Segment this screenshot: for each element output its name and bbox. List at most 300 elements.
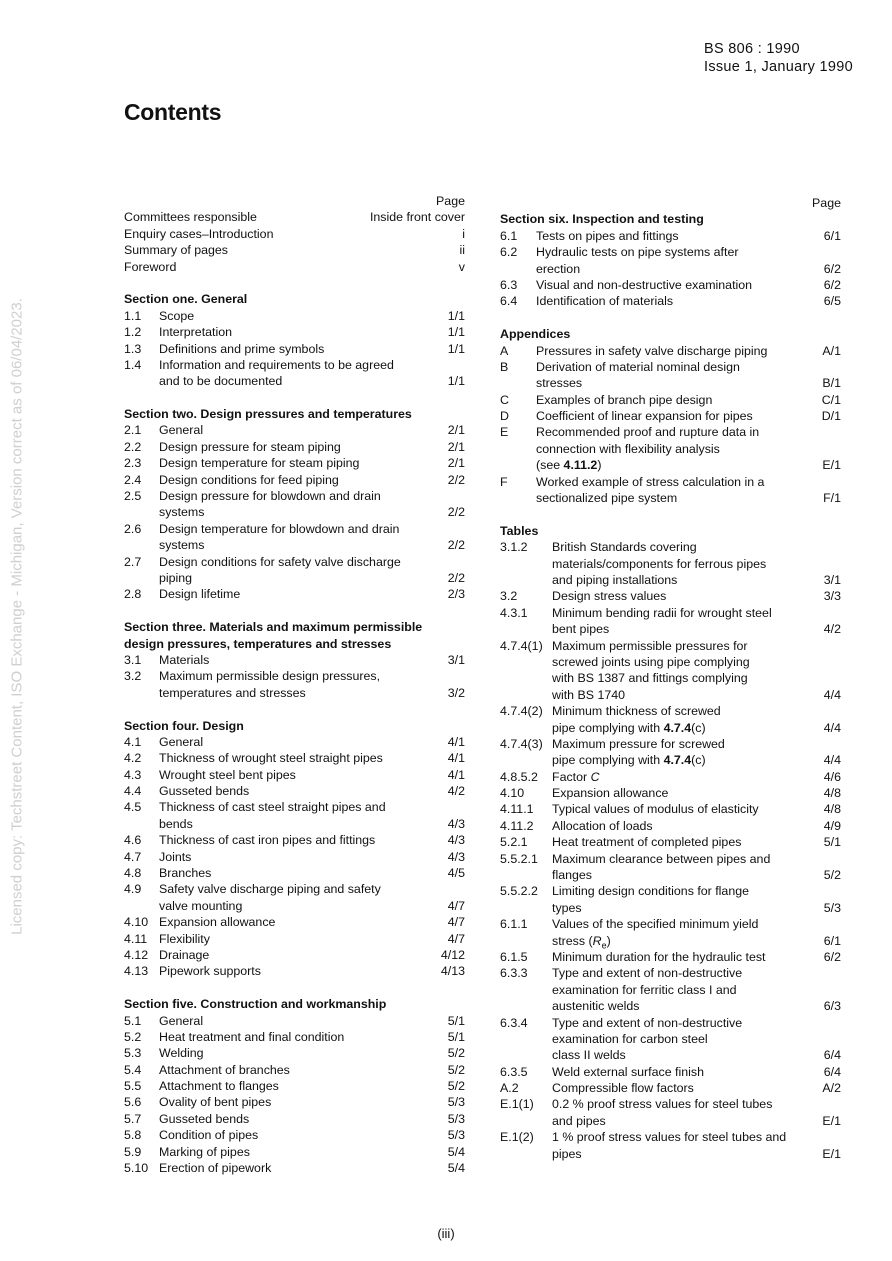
entry-page: 4/7 — [447, 915, 465, 930]
entry-number: 4.11 — [124, 931, 148, 946]
entry-title: Hydraulic tests on pipe systems after — [536, 245, 739, 260]
entry-title: Materials — [159, 652, 210, 667]
entry-title: and to be documented — [159, 374, 283, 389]
entry-number: 2.7 — [124, 554, 142, 569]
entry-number: 5.4 — [124, 1062, 142, 1077]
toc-entry — [500, 752, 841, 768]
entry-number: 5.3 — [124, 1046, 142, 1061]
contents-left-column — [124, 193, 465, 1176]
entry-page: 4/8 — [823, 786, 841, 801]
entry-page: 4/6 — [823, 769, 841, 784]
entry-title: bent pipes — [552, 622, 610, 637]
entry-number: A.2 — [500, 1081, 519, 1096]
entry-clause-ref: 4.7.4 — [663, 753, 692, 768]
entry-page: 1/1 — [447, 341, 465, 356]
toc-entry — [500, 1015, 841, 1031]
entry-page: 3/3 — [823, 589, 841, 604]
entry-page: 1/1 — [447, 374, 465, 389]
entry-page: 5/4 — [447, 1161, 465, 1176]
entry-title: erection — [536, 261, 581, 276]
entry-number: 6.3.4 — [500, 1015, 528, 1030]
tables-heading: Tables — [500, 523, 539, 538]
entry-page: 4/2 — [447, 784, 465, 799]
toc-entry — [124, 865, 465, 881]
entry-title: Design temperature for blowdown and drain — [159, 521, 400, 536]
entry-symbol: R — [592, 933, 602, 948]
entry-number: 3.2 — [124, 669, 142, 684]
toc-entry — [124, 537, 465, 553]
entry-number: 1.3 — [124, 341, 142, 356]
license-watermark: Licensed copy: Techstreet Content, ISO Exchange - Michigan, Version correct as of 06/04/2023. — [8, 298, 26, 935]
entry-subscript: e — [601, 940, 607, 951]
entry-title: Ovality of bent pipes — [159, 1095, 272, 1110]
entry-number: 4.3 — [124, 767, 142, 782]
entry-title: materials/components for ferrous pipes — [552, 556, 767, 571]
toc-entry — [124, 1160, 465, 1176]
toc-entry — [124, 209, 465, 225]
entry-title: with BS 1740 — [552, 687, 626, 702]
entry-page: B/1 — [822, 376, 841, 391]
toc-entry — [500, 1146, 841, 1162]
toc-entry — [124, 652, 465, 668]
toc-entry — [500, 769, 841, 785]
toc-entry — [124, 1029, 465, 1045]
toc-entry — [124, 816, 465, 832]
entry-page: 2/1 — [447, 423, 465, 438]
entry-title: Gusseted bends — [159, 1111, 250, 1126]
entry-page: 6/4 — [823, 1048, 841, 1063]
entry-page: F/1 — [823, 491, 841, 506]
toc-entry — [124, 242, 465, 258]
toc-entry — [124, 455, 465, 471]
entry-page: 5/2 — [447, 1079, 465, 1094]
contents-right-column — [500, 195, 841, 1162]
entry-number: 6.1.5 — [500, 949, 528, 964]
entry-number: C — [500, 392, 509, 407]
entry-title: class II welds — [552, 1048, 626, 1063]
entry-title: Worked example of stress calculation in a — [536, 474, 765, 489]
entry-title: examination for ferritic class I and — [552, 982, 737, 997]
entry-number: 2.8 — [124, 587, 142, 602]
entry-title: Limiting design conditions for flange — [552, 884, 749, 899]
entry-title: General — [159, 423, 204, 438]
toc-entry — [124, 947, 465, 963]
entry-number: 4.7.4(1) — [500, 638, 543, 653]
toc-entry — [124, 259, 465, 275]
entry-number: 4.8 — [124, 866, 142, 881]
toc-entry — [500, 834, 841, 850]
entry-title: Identification of materials — [536, 294, 674, 309]
toc-entry — [500, 244, 841, 260]
entry-page: 4/1 — [447, 751, 465, 766]
toc-entry — [124, 472, 465, 488]
entry-number: 6.1 — [500, 228, 518, 243]
toc-entry — [500, 1080, 841, 1096]
entry-title: Information and requirements to be agreed — [159, 357, 394, 372]
page-column-heading: Page — [812, 196, 841, 210]
toc-entry — [500, 474, 841, 490]
entry-title: Minimum thickness of screwed — [552, 704, 721, 719]
entry-number: 2.3 — [124, 456, 142, 471]
entry-title: Scope — [159, 308, 195, 323]
toc-entry — [500, 392, 841, 408]
section-heading: Section two. Design pressures and temperatures — [124, 407, 412, 422]
entry-page: 2/2 — [447, 472, 465, 487]
entry-page: ii — [459, 243, 465, 258]
entry-title: (see 4.11.2) — [536, 458, 602, 473]
spacer — [124, 603, 465, 619]
entry-page: i — [462, 226, 465, 241]
entry-page: 3/1 — [823, 572, 841, 587]
toc-entry — [124, 799, 465, 815]
entry-title: sectionalized pipe system — [536, 491, 678, 506]
toc-entry — [500, 441, 841, 457]
entry-number: F — [500, 474, 508, 489]
entry-number: 2.4 — [124, 472, 142, 487]
entry-page: C/1 — [821, 392, 841, 407]
entry-page: 2/2 — [447, 570, 465, 585]
entry-title: screwed joints using pipe complying — [552, 654, 750, 669]
entry-page: 6/1 — [823, 228, 841, 243]
entry-title: systems — [159, 538, 205, 553]
toc-entry — [124, 488, 465, 504]
entry-title: Attachment to flanges — [159, 1079, 279, 1094]
entry-number: 5.10 — [124, 1161, 149, 1176]
entry-number: 4.10 — [500, 786, 525, 801]
entry-page: 4/4 — [823, 720, 841, 735]
section-list — [500, 211, 841, 1162]
entry-page: A/2 — [822, 1081, 841, 1096]
issue-date: Issue 1, January 1990 — [704, 59, 853, 75]
toc-entry — [124, 1111, 465, 1127]
toc-entry — [500, 408, 841, 424]
toc-entry — [124, 1127, 465, 1143]
entry-title: Pressures in safety valve discharge piping — [536, 343, 768, 358]
entry-page: 5/2 — [447, 1062, 465, 1077]
spacer — [500, 506, 841, 522]
entry-title: Type and extent of non-destructive — [552, 1015, 743, 1030]
toc-entry — [124, 963, 465, 979]
entry-page: E/1 — [822, 1113, 841, 1128]
toc-entry — [124, 521, 465, 537]
entry-title: Expansion allowance — [552, 786, 669, 801]
toc-entry — [124, 1045, 465, 1061]
entry-number: E — [500, 425, 509, 440]
toc-entry — [124, 685, 465, 701]
toc-entry — [500, 818, 841, 834]
entry-page: 2/1 — [447, 439, 465, 454]
entry-number: 6.3.3 — [500, 966, 528, 981]
entry-number: 6.4 — [500, 294, 518, 309]
section-heading: Section one. General — [124, 292, 248, 307]
front-matter-list — [124, 209, 465, 275]
entry-page: 6/1 — [823, 933, 841, 948]
entry-title: Enquiry cases–Introduction — [124, 226, 274, 241]
entry-title: Examples of branch pipe design — [536, 392, 713, 407]
entry-page: 3/1 — [447, 652, 465, 667]
entry-title: Interpretation — [159, 325, 233, 340]
entry-title: Safety valve discharge piping and safety — [159, 882, 381, 897]
entry-page: 5/3 — [447, 1111, 465, 1126]
entry-page: 4/9 — [823, 818, 841, 833]
entry-title: Marking of pipes — [159, 1144, 250, 1159]
section-heading: Section three. Materials and maximum permissible — [124, 620, 423, 635]
entry-number: 4.12 — [124, 947, 149, 962]
entry-page: 4/1 — [447, 767, 465, 782]
toc-entry — [500, 359, 841, 375]
entry-symbol: C — [590, 769, 600, 784]
entry-number: 4.2 — [124, 751, 142, 766]
entry-page: 2/3 — [447, 587, 465, 602]
section-heading: Section five. Construction and workmanship — [124, 997, 387, 1012]
entry-title: pipe complying with 4.7.4(c) — [552, 753, 706, 768]
entry-number: 5.2 — [124, 1029, 142, 1044]
entry-number: D — [500, 409, 509, 424]
entry-title: with BS 1387 and fittings complying — [552, 671, 748, 686]
toc-entry — [124, 554, 465, 570]
toc-entry — [500, 736, 841, 752]
entry-clause-ref: 4.7.4 — [663, 720, 692, 735]
entry-title: Coefficient of linear expansion for pipes — [536, 409, 753, 424]
toc-entry — [124, 357, 465, 373]
spacer — [500, 310, 841, 326]
toc-entry — [500, 490, 841, 506]
entry-number: 6.2 — [500, 245, 518, 260]
toc-entry — [124, 750, 465, 766]
entry-title: Maximum permissible pressures for — [552, 638, 748, 653]
entry-title: Gusseted bends — [159, 784, 250, 799]
entry-number: E.1(1) — [500, 1097, 534, 1112]
entry-number: 2.2 — [124, 439, 142, 454]
entry-title: Expansion allowance — [159, 915, 276, 930]
entry-title: Weld external surface finish — [552, 1064, 704, 1079]
entry-page: 4/7 — [447, 898, 465, 913]
entry-title: Erection of pipework — [159, 1161, 272, 1176]
entry-page: 2/2 — [447, 538, 465, 553]
entry-title: Minimum bending radii for wrought steel — [552, 605, 772, 620]
entry-title: Attachment of branches — [159, 1062, 290, 1077]
entry-title: Design conditions for feed piping — [159, 472, 339, 487]
entry-number: 6.1.1 — [500, 917, 528, 932]
document-header — [704, 40, 853, 76]
entry-title: Visual and non-destructive examination — [536, 277, 753, 292]
entry-title: Thickness of cast steel straight pipes and — [159, 800, 386, 815]
entry-number: 1.1 — [124, 308, 142, 323]
entry-title: Maximum clearance between pipes and — [552, 851, 771, 866]
toc-entry — [124, 783, 465, 799]
entry-number: 4.1 — [124, 734, 142, 749]
toc-entry — [124, 767, 465, 783]
entry-number: 4.4 — [124, 784, 142, 799]
entry-page: 4/3 — [447, 833, 465, 848]
entry-number: 5.1 — [124, 1013, 142, 1028]
entry-title: Drainage — [159, 947, 210, 962]
entry-number: 4.3.1 — [500, 605, 528, 620]
toc-entry — [500, 605, 841, 621]
toc-entry — [500, 1096, 841, 1112]
toc-entry — [500, 1113, 841, 1129]
toc-entry — [500, 883, 841, 899]
entry-number: 4.7.4(2) — [500, 704, 543, 719]
standard-number: BS 806 : 1990 — [704, 41, 800, 57]
toc-entry — [124, 586, 465, 602]
section-heading-continued: design pressures, temperatures and stresses — [124, 636, 392, 651]
entry-page: 6/2 — [823, 277, 841, 292]
entry-title: Branches — [159, 866, 212, 881]
toc-entry — [500, 785, 841, 801]
spacer — [124, 701, 465, 717]
toc-entry — [124, 226, 465, 242]
entry-page: 5/2 — [823, 868, 841, 883]
entry-page: 5/2 — [447, 1046, 465, 1061]
toc-entry — [500, 801, 841, 817]
entry-title: Design lifetime — [159, 587, 241, 602]
page-title: Contents — [124, 99, 222, 125]
entry-page: 4/3 — [447, 816, 465, 831]
entry-page: 3/2 — [447, 685, 465, 700]
entry-page: D/1 — [821, 409, 841, 424]
toc-entry — [124, 570, 465, 586]
entry-title: Welding — [159, 1046, 204, 1061]
entry-title: Thickness of cast iron pipes and fittings — [159, 833, 376, 848]
toc-entry — [500, 556, 841, 572]
toc-entry — [500, 670, 841, 686]
appendices-heading: Appendices — [500, 327, 571, 342]
entry-number: 5.5.2.2 — [500, 884, 538, 899]
page-column-heading: Page — [436, 194, 465, 208]
entry-number: 4.9 — [124, 882, 142, 897]
entry-number: B — [500, 359, 509, 374]
toc-entry — [500, 293, 841, 309]
entry-number: 6.3.5 — [500, 1064, 528, 1079]
entry-number: 5.6 — [124, 1095, 142, 1110]
entry-number: 4.10 — [124, 915, 149, 930]
entry-page: A/1 — [822, 343, 841, 358]
entry-number: 4.7.4(3) — [500, 736, 543, 751]
entry-title: examination for carbon steel — [552, 1031, 708, 1046]
toc-entry — [124, 324, 465, 340]
entry-page: 4/13 — [440, 964, 465, 979]
toc-entry — [500, 572, 841, 588]
entry-title: Design stress values — [552, 589, 667, 604]
entry-number: 5.5.2.1 — [500, 851, 538, 866]
entry-page: 5/1 — [447, 1029, 465, 1044]
entry-title: Minimum duration for the hydraulic test — [552, 949, 766, 964]
toc-entry — [500, 261, 841, 277]
entry-number: 5.9 — [124, 1144, 142, 1159]
entry-title: Compressible flow factors — [552, 1081, 694, 1096]
toc-entry — [124, 439, 465, 455]
entry-title: General — [159, 734, 204, 749]
entry-title: stresses — [536, 376, 583, 391]
entry-number: A — [500, 343, 509, 358]
entry-page: 4/4 — [823, 687, 841, 702]
toc-entry — [500, 638, 841, 654]
entry-title: Type and extent of non-destructive — [552, 966, 743, 981]
entry-title: Heat treatment and final condition — [159, 1029, 345, 1044]
entry-title: austenitic welds — [552, 999, 640, 1014]
spacer — [124, 980, 465, 996]
entry-number: 3.1 — [124, 652, 142, 667]
toc-entry — [124, 931, 465, 947]
entry-clause-ref: 4.11.2 — [563, 458, 598, 473]
entry-page: 2/1 — [447, 456, 465, 471]
entry-title: Maximum pressure for screwed — [552, 736, 725, 751]
entry-page: 4/5 — [447, 866, 465, 881]
entry-title: valve mounting — [159, 898, 243, 913]
spacer — [124, 275, 465, 291]
entry-number: 5.7 — [124, 1111, 142, 1126]
entry-page: 5/3 — [447, 1095, 465, 1110]
toc-entry — [124, 1144, 465, 1160]
entry-page: E/1 — [822, 1146, 841, 1161]
entry-page: 5/1 — [823, 835, 841, 850]
toc-entry — [500, 621, 841, 637]
toc-entry — [124, 1062, 465, 1078]
entry-title: Allocation of loads — [552, 818, 653, 833]
entry-page: 6/3 — [823, 999, 841, 1014]
toc-entry — [500, 277, 841, 293]
entry-number: 2.6 — [124, 521, 142, 536]
entry-title: 0.2 % proof stress values for steel tubes — [552, 1097, 773, 1112]
entry-number: 3.1.2 — [500, 540, 528, 555]
entry-title: Foreword — [124, 259, 177, 274]
toc-entry — [124, 668, 465, 684]
entry-title: Joints — [159, 849, 192, 864]
entry-page: 5/4 — [447, 1144, 465, 1159]
toc-entry — [500, 588, 841, 604]
entry-number: 1.4 — [124, 357, 142, 372]
entry-number: 4.13 — [124, 964, 149, 979]
entry-page: 6/2 — [823, 949, 841, 964]
toc-entry — [500, 539, 841, 555]
entry-page: 1/1 — [447, 325, 465, 340]
toc-entry — [124, 734, 465, 750]
entry-title: types — [552, 900, 582, 915]
entry-title: Wrought steel bent pipes — [159, 767, 296, 782]
toc-entry — [124, 1013, 465, 1029]
toc-entry — [500, 982, 841, 998]
toc-entry — [500, 1129, 841, 1145]
entry-title: Committees responsible — [124, 210, 257, 225]
entry-title: Thickness of wrought steel straight pipes — [159, 751, 383, 766]
entry-title: Derivation of material nominal design — [536, 359, 740, 374]
toc-entry — [500, 965, 841, 981]
entry-number: 4.6 — [124, 833, 142, 848]
entry-page: 4/4 — [823, 753, 841, 768]
toc-entry — [500, 933, 841, 949]
page-number: (iii) — [437, 1226, 455, 1241]
entry-title: systems — [159, 505, 205, 520]
entry-page: 4/12 — [440, 947, 465, 962]
entry-title: and piping installations — [552, 572, 678, 587]
entry-page: v — [458, 259, 465, 274]
toc-entry — [124, 898, 465, 914]
toc-entry — [124, 422, 465, 438]
toc-entry — [500, 703, 841, 719]
entry-number: 3.2 — [500, 589, 518, 604]
toc-entry — [124, 1094, 465, 1110]
toc-entry — [124, 341, 465, 357]
entry-number: 4.5 — [124, 800, 142, 815]
toc-entry — [500, 228, 841, 244]
entry-title: connection with flexibility analysis — [536, 441, 720, 456]
entry-title: flanges — [552, 868, 592, 883]
toc-entry — [500, 687, 841, 703]
entry-page: 6/2 — [823, 261, 841, 276]
entry-number: 5.8 — [124, 1128, 142, 1143]
toc-entry — [124, 832, 465, 848]
